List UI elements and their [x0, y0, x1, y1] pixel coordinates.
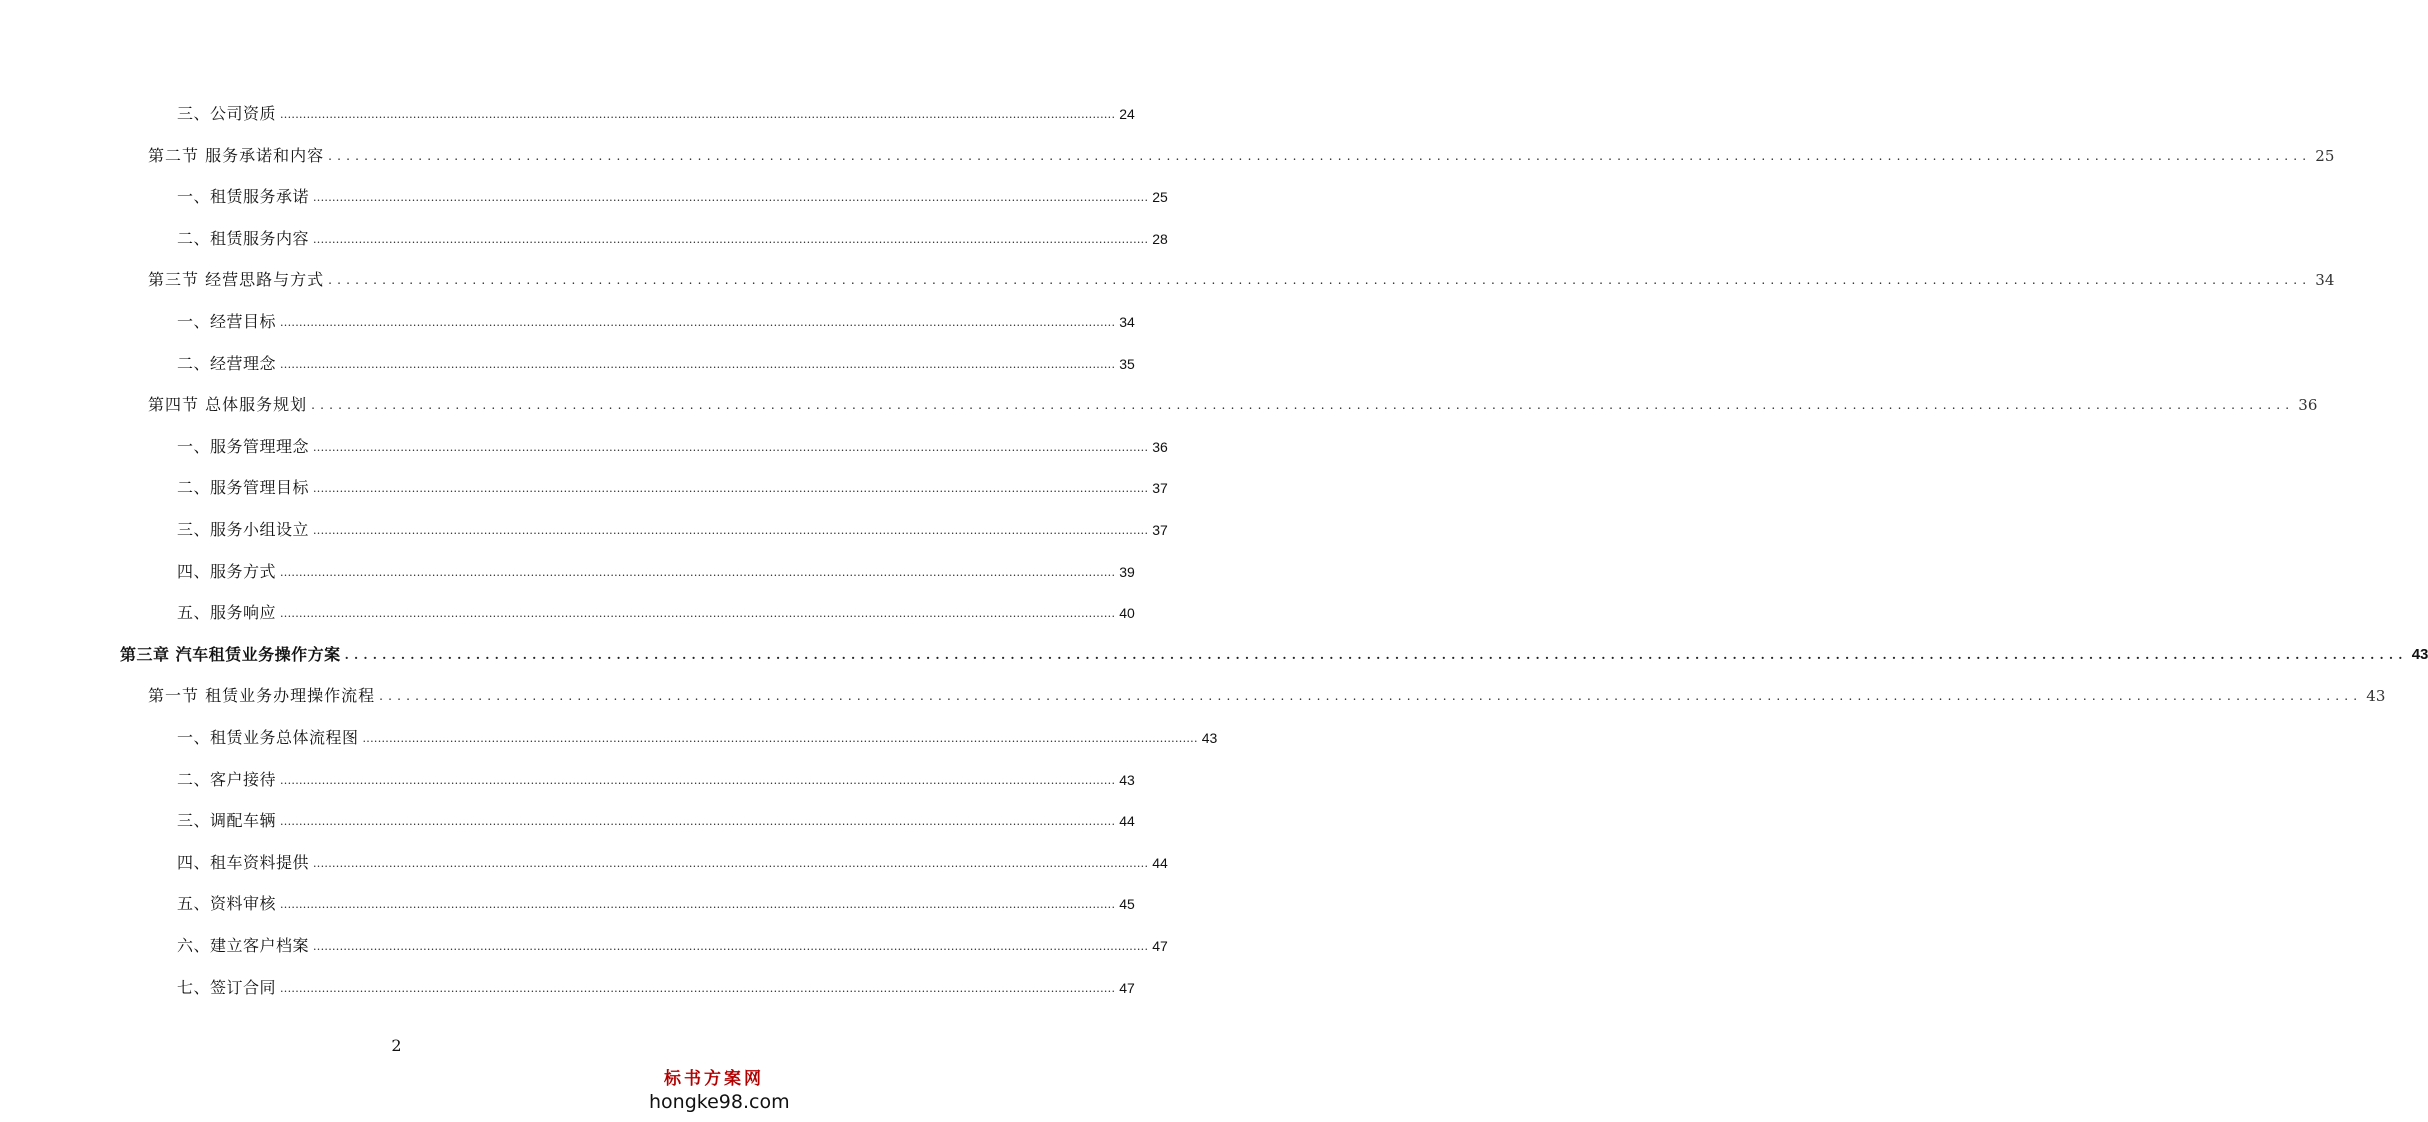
toc-entry-title: 第二节 服务承诺和内容	[148, 145, 325, 165]
page-number: 2	[391, 1036, 402, 1055]
toc-entry-title: 一、租赁服务承诺	[177, 187, 310, 207]
toc-section-row	[148, 682, 2386, 706]
toc-dot-leader: ............................................................................................................................................................................................................................	[280, 898, 1116, 912]
toc-entry-page: 47	[1152, 938, 1168, 954]
toc-entry-title: 三、公司资质	[177, 104, 277, 123]
watermark-domain-text: hongke98.com	[649, 1091, 790, 1113]
toc-entry-page: 24	[1119, 106, 1135, 122]
toc-dot-leader: ............................................................................................................................................................................................................................	[344, 647, 2408, 662]
toc-entry-page: 35	[1119, 355, 1135, 372]
toc-entry-page: 45	[1119, 896, 1135, 913]
toc-dot-leader: ............................................................................................................................................................................................................................	[311, 398, 2295, 413]
toc-dot-leader: ............................................................................................................................................................................................................................	[280, 607, 1116, 621]
toc-entry-title: 一、经营目标	[177, 312, 277, 331]
toc-item-row	[177, 225, 1168, 249]
toc-item-row	[177, 100, 1135, 124]
toc-entry-page: 25	[2315, 146, 2335, 165]
toc-entry-title: 第三节 经营思路与方式	[148, 270, 325, 290]
toc-dot-leader: ............................................................................................................................................................................................................................	[328, 273, 2312, 288]
toc-dot-leader: ............................................................................................................................................................................................................................	[328, 148, 2312, 163]
toc-item-row	[177, 890, 1135, 914]
toc-entry-title: 一、服务管理理念	[177, 436, 310, 456]
toc-item-row	[177, 558, 1135, 582]
toc-section-row	[148, 391, 2318, 415]
toc-entry-page: 44	[1152, 854, 1168, 871]
toc-dot-leader: ............................................................................................................................................................................................................................	[280, 773, 1116, 787]
toc-item-row	[177, 474, 1168, 498]
toc-item-row	[177, 599, 1135, 623]
toc-entry-title: 四、租车资料提供	[177, 852, 310, 872]
toc-dot-leader: ............................................................................................................................................................................................................................	[280, 108, 1116, 121]
toc-entry-page: 34	[1119, 314, 1135, 330]
toc-dot-leader: ............................................................................................................................................................................................................................	[313, 856, 1149, 870]
toc-entry-page: 36	[2298, 396, 2318, 415]
toc-entry-title: 第四节 总体服务规划	[148, 395, 308, 415]
toc-entry-page: 44	[1119, 813, 1135, 830]
toc-item-row	[177, 932, 1168, 956]
toc-dot-leader: ............................................................................................................................................................................................................................	[313, 191, 1149, 205]
toc-entry-title: 五、资料审核	[177, 894, 277, 914]
toc-dot-leader: ............................................................................................................................................................................................................................	[379, 689, 2363, 704]
toc-entry-title: 三、调配车辆	[177, 811, 277, 831]
toc-dot-leader: ............................................................................................................................................................................................................................	[280, 981, 1116, 995]
toc-item-row	[177, 766, 1135, 790]
toc-entry-page: 28	[1152, 230, 1168, 247]
toc-entry-page: 40	[1119, 605, 1135, 622]
toc-dot-leader: ............................................................................................................................................................................................................................	[280, 357, 1116, 371]
toc-entry-page: 25	[1152, 189, 1168, 206]
toc-item-row	[177, 974, 1135, 998]
toc-entry-page: 43	[1119, 771, 1135, 788]
toc-entry-page: 37	[1152, 522, 1168, 538]
toc-entry-page: 47	[1119, 979, 1135, 996]
toc-item-row	[177, 516, 1168, 540]
toc-entry-title: 二、客户接待	[177, 769, 277, 789]
toc-chapter-row	[120, 641, 2428, 665]
toc-entry-title: 一、租赁业务总体流程图	[177, 728, 359, 747]
toc-entry-page: 34	[2315, 271, 2335, 290]
toc-dot-leader: ............................................................................................................................................................................................................................	[313, 524, 1149, 537]
toc-entry-title: 二、租赁服务内容	[177, 228, 310, 248]
toc-entry-page: 39	[1119, 563, 1135, 580]
toc-entry-page: 36	[1152, 438, 1168, 455]
toc-section-row	[148, 266, 2335, 290]
toc-entry-page: 43	[1201, 730, 1218, 746]
toc-dot-leader: ............................................................................................................................................................................................................................	[313, 482, 1149, 496]
toc-item-row	[177, 433, 1168, 457]
toc-dot-leader: ............................................................................................................................................................................................................................	[280, 815, 1116, 829]
toc-entry-page: 37	[1152, 480, 1168, 497]
toc-entry-title: 五、服务响应	[177, 603, 277, 623]
toc-entry-title: 二、经营理念	[177, 353, 277, 373]
toc-entry-page: 43	[2366, 687, 2386, 706]
toc-entry-title: 七、签订合同	[177, 977, 277, 997]
toc-item-row	[177, 183, 1168, 207]
toc-entry-title: 第一节 租赁业务办理操作流程	[148, 686, 376, 706]
toc-item-row	[177, 807, 1135, 831]
toc-section-row	[148, 142, 2335, 166]
toc-entry-title: 六、建立客户档案	[177, 936, 310, 955]
toc-dot-leader: ............................................................................................................................................................................................................................	[313, 232, 1149, 246]
toc-dot-leader: ............................................................................................................................................................................................................................	[313, 440, 1149, 454]
toc-dot-leader: ............................................................................................................................................................................................................................	[362, 732, 1198, 745]
watermark-chinese-text: 标书方案网	[664, 1069, 764, 1089]
toc-item-row	[177, 849, 1168, 873]
watermark-logo	[649, 1068, 790, 1114]
toc-entry-title: 第三章 汽车租赁业务操作方案	[120, 644, 341, 664]
toc-item-row	[177, 308, 1135, 332]
toc-dot-leader: ............................................................................................................................................................................................................................	[280, 316, 1116, 329]
toc-dot-leader: ............................................................................................................................................................................................................................	[280, 565, 1116, 579]
toc-item-row	[177, 724, 1218, 748]
toc-item-row	[177, 350, 1135, 374]
toc-entry-page: 43	[2411, 645, 2428, 663]
toc-entry-title: 四、服务方式	[177, 561, 277, 581]
toc-dot-leader: ............................................................................................................................................................................................................................	[313, 940, 1149, 953]
toc-entry-title: 二、服务管理目标	[177, 478, 310, 498]
toc-entry-title: 三、服务小组设立	[177, 520, 310, 539]
